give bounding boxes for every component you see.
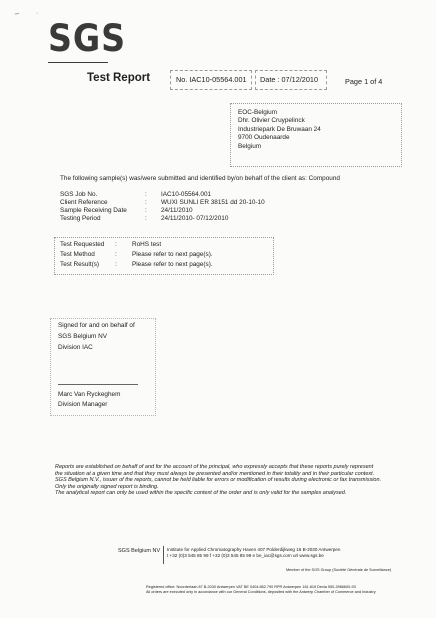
- job-label: SGS Job No.: [60, 191, 98, 198]
- colon: :: [115, 261, 117, 268]
- report-date: Date : 07/12/2010: [260, 75, 319, 84]
- footer-member: Member of the SGS Group (Société Générale de Surveillance): [286, 568, 392, 572]
- registered-office: Registered office: Noorderlaan 87 B-2030 Antwerpen VAT BE 0404.862.790 RPR Antwerpen 161.819 Dexia 550-3966600-93: [146, 585, 356, 589]
- client-address: [238, 109, 321, 151]
- colon: :: [115, 251, 117, 258]
- page-indicator: Page 1 of 4: [345, 77, 383, 86]
- colon: :: [145, 199, 147, 206]
- job-label: Client Reference: [60, 199, 108, 206]
- signatory-title: Division Manager: [58, 401, 108, 408]
- test-value: Please refer to next page(s).: [132, 251, 213, 258]
- address-line: Dhr. Olivier Cruypelinck: [238, 117, 305, 125]
- colon: :: [145, 207, 147, 214]
- scan-mark: ·: [36, 10, 39, 17]
- footer-address: Institute for Applied Chromatography Haven 407 Polderdijkweg 16 B-2030 Antwerpen: [167, 547, 341, 552]
- logo-underline: [48, 62, 108, 63]
- address-line: Belgium: [238, 142, 262, 150]
- job-value: 24/11/2010- 07/12/2010: [161, 215, 229, 222]
- footer-phone: t +32 (0)3 545 85 99 f +32 (0)3 545 85 99 e be_iac@sgs.com url www.sgs.be: [167, 553, 324, 558]
- disclaimer-line: Only the originally signed report is binding.: [55, 483, 159, 490]
- job-value: IAC10-05564.001: [161, 191, 212, 198]
- signature-line: Signed for and on behalf of: [58, 322, 135, 329]
- test-value: Please refer to next page(s).: [132, 261, 213, 268]
- address-line: Industriepark De Bruwaan 24: [238, 125, 321, 133]
- disclaimer: [55, 464, 381, 497]
- signature-line: Division IAC: [58, 344, 93, 351]
- signed-on-behalf: [58, 320, 135, 353]
- signature-line: SGS Belgium NV: [58, 333, 108, 340]
- report-number: No. IAC10-05564.001: [176, 75, 247, 84]
- footer-registered: [146, 585, 376, 594]
- footer-divider: [163, 546, 164, 564]
- general-conditions: All orders are executed only in accordance with our General Conditions, deposited with the Antwerp Chamber of Commerce and Industry: [146, 589, 376, 594]
- test-label: Test Result(s): [60, 261, 100, 268]
- footer-company: SGS Belgium NV: [118, 548, 161, 554]
- job-value: 24/11/2010: [161, 207, 193, 214]
- disclaimer-line: The analytical report can only be used within the specific context of the order and is only valid for the samples analysed.: [55, 490, 347, 497]
- colon: :: [145, 191, 147, 198]
- colon: :: [115, 241, 117, 248]
- disclaimer-line: SGS Belgium N.V., issuer of the reports, cannot be held liable for errors or modification of results during electronic or fax transmission.: [55, 477, 382, 484]
- sgs-logo: SGS: [48, 17, 127, 60]
- scan-mark: ∽: [14, 11, 20, 18]
- signatory-name: Marc Van Ryckeghem: [58, 391, 121, 398]
- signature-rule: [58, 384, 138, 385]
- address-line: 9700 Oudenaarde: [238, 134, 290, 142]
- intro-text: The following sample(s) was/were submitted and identified by/on behalf of the client as: Compound: [60, 175, 340, 182]
- report-title: Test Report: [87, 72, 151, 84]
- colon: :: [145, 215, 147, 222]
- test-label: Test Requested: [60, 241, 105, 248]
- test-value: RoHS test: [132, 241, 162, 248]
- footer-contact: [167, 547, 340, 559]
- job-value: WUXI SUNLI ER 38151 dd 20-10-10: [161, 199, 265, 206]
- disclaimer-line: Reports are established on behalf of and for the account of the principal, who expressly accepts that these reports purely represent: [55, 464, 374, 470]
- address-line: EOC-Belgium: [238, 109, 278, 116]
- job-label: Testing Period: [60, 215, 101, 222]
- disclaimer-line: the situation at a given time and that they must always be presented and/or mentioned in their totality and in their particular context.: [55, 470, 375, 477]
- test-label: Test Method: [60, 251, 95, 258]
- job-label: Sample Receiving Date: [60, 207, 127, 214]
